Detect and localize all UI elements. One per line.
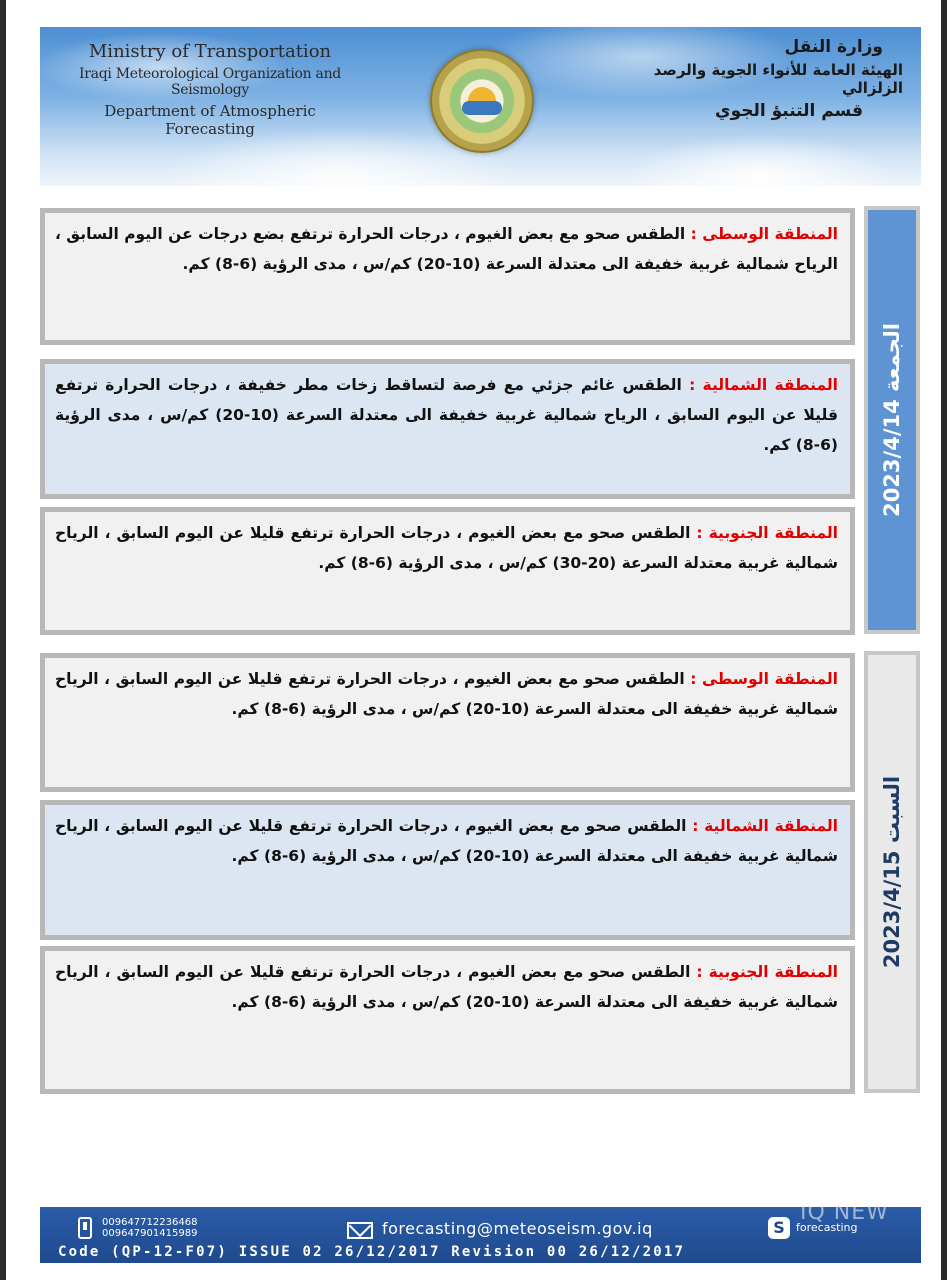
email-address[interactable]: forecasting@meteoseism.gov.iq — [382, 1219, 653, 1238]
document-code: Code (QP-12-F07) ISSUE 02 26/12/2017 Revision 00 26/12/2017 — [58, 1244, 686, 1260]
region-name: المنطقة الوسطى — [702, 225, 838, 243]
phone-number: 009647901415989 — [102, 1228, 198, 1239]
phone-icon — [78, 1217, 92, 1239]
logo-cloud-icon — [462, 101, 502, 115]
ministry-name-ar: وزارة النقل — [784, 37, 883, 57]
footer — [40, 1207, 921, 1263]
forecast-day1-central: المنطقة الوسطى : الطقس صحو مع بعض الغيوم ، درجات الحرارة ترتفع بضع درجات عن اليوم السابق ، الرياح شمالية غربية خفيفة الى معتدلة السرعة (10-20) كم/س ، مدى الرؤية (6-8) كم. — [40, 208, 855, 345]
forecast-text: الطقس غائم جزئي مع فرصة لتساقط زخات مطر خفيفة ، درجات الحرارة ترتفع قليلا عن اليوم السابق ، الرياح شمالية غربية خفيفة الى معتدلة السرعة (10-20) كم/س ، مدى الرؤية (6-8) كم. — [55, 376, 838, 454]
forecast-day1-south: المنطقة الجنوبية : الطقس صحو مع بعض الغيوم ، درجات الحرارة ترتفع قليلا عن اليوم السابق ، الرياح شمالية غربية معتدلة السرعة (20-30) كم/س ، مدى الرؤية (6-8) كم. — [40, 507, 855, 635]
phone-numbers — [102, 1217, 197, 1239]
skype-handle: forecasting — [796, 1221, 858, 1234]
watermark: IQ NEW — [800, 1200, 889, 1225]
mail-icon — [347, 1222, 373, 1239]
phone-number: 009647712236468 — [102, 1217, 198, 1228]
region-name: المنطقة الجنوبية — [708, 524, 838, 542]
department-name-ar: قسم التنبؤ الجوي — [715, 101, 863, 121]
forecast-day2-north: المنطقة الشمالية : الطقس صحو مع بعض الغيوم ، درجات الحرارة ترتفع قليلا عن اليوم السابق ، الرياح شمالية غربية خفيفة الى معتدلة السرعة (10-20) كم/س ، مدى الرؤية (6-8) كم. — [40, 800, 855, 940]
forecast-text: الطقس صحو مع بعض الغيوم ، درجات الحرارة ترتفع قليلا عن اليوم السابق ، الرياح شمالية غربية خفيفة الى معتدلة السرعة (10-20) كم/س ، مدى الرؤية (6-8) كم. — [55, 670, 838, 718]
region-name: المنطقة الشمالية — [704, 817, 838, 835]
date-label: السبت 2023/4/15 — [880, 775, 904, 969]
date-bar-day1 — [864, 206, 920, 634]
forecast-text: الطقس صحو مع بعض الغيوم ، درجات الحرارة ترتفع قليلا عن اليوم السابق ، الرياح شمالية غربية خفيفة الى معتدلة السرعة (10-20) كم/س ، مدى الرؤية (6-8) كم. — [55, 817, 838, 865]
organization-name-ar: الهيئة العامة للأنواء الجوية والرصد الزلزالي — [653, 61, 903, 97]
date-label: الجمعة 2023/4/14 — [880, 323, 904, 517]
skype-icon: S — [768, 1217, 790, 1239]
department-name-en: Department of Atmospheric Forecasting — [104, 102, 316, 138]
forecast-text: الطقس صحو مع بعض الغيوم ، درجات الحرارة ترتفع قليلا عن اليوم السابق ، الرياح شمالية غربية خفيفة الى معتدلة السرعة (10-20) كم/س ، مدى الرؤية (6-8) كم. — [55, 963, 838, 1011]
forecast-day2-central: المنطقة الوسطى : الطقس صحو مع بعض الغيوم ، درجات الحرارة ترتفع قليلا عن اليوم السابق ، الرياح شمالية غربية خفيفة الى معتدلة السرعة (10-20) كم/س ، مدى الرؤية (6-8) كم. — [40, 653, 855, 792]
ministry-name-en: Ministry of Transportation — [88, 41, 332, 62]
region-name: المنطقة الوسطى — [702, 670, 838, 688]
forecast-text: الطقس صحو مع بعض الغيوم ، درجات الحرارة ترتفع بضع درجات عن اليوم السابق ، الرياح شمالية غربية خفيفة الى معتدلة السرعة (10-20) كم/س ، مدى الرؤية (6-8) كم. — [55, 225, 838, 273]
header-banner — [40, 27, 921, 186]
forecast-day2-south: المنطقة الجنوبية : الطقس صحو مع بعض الغيوم ، درجات الحرارة ترتفع قليلا عن اليوم السابق ، الرياح شمالية غربية خفيفة الى معتدلة السرعة (10-20) كم/س ، مدى الرؤية (6-8) كم. — [40, 946, 855, 1094]
organization-logo — [430, 49, 534, 153]
forecast-text: الطقس صحو مع بعض الغيوم ، درجات الحرارة ترتفع قليلا عن اليوم السابق ، الرياح شمالية غربية معتدلة السرعة (20-30) كم/س ، مدى الرؤية (6-8) كم. — [55, 524, 838, 572]
header-arabic — [623, 37, 903, 121]
forecast-day1-north: المنطقة الشمالية : الطقس غائم جزئي مع فرصة لتساقط زخات مطر خفيفة ، درجات الحرارة ترتفع قليلا عن اليوم السابق ، الرياح شمالية غربية خفيفة الى معتدلة السرعة (10-20) كم/س ، مدى الرؤية (6-8) كم. — [40, 359, 855, 499]
organization-name-en: Iraqi Meteorological Organization and Seismology — [79, 66, 341, 98]
date-bar-day2 — [864, 651, 920, 1093]
page — [6, 0, 941, 1280]
header-english — [60, 41, 360, 138]
region-name: المنطقة الشمالية — [702, 376, 838, 394]
region-name: المنطقة الجنوبية — [708, 963, 838, 981]
